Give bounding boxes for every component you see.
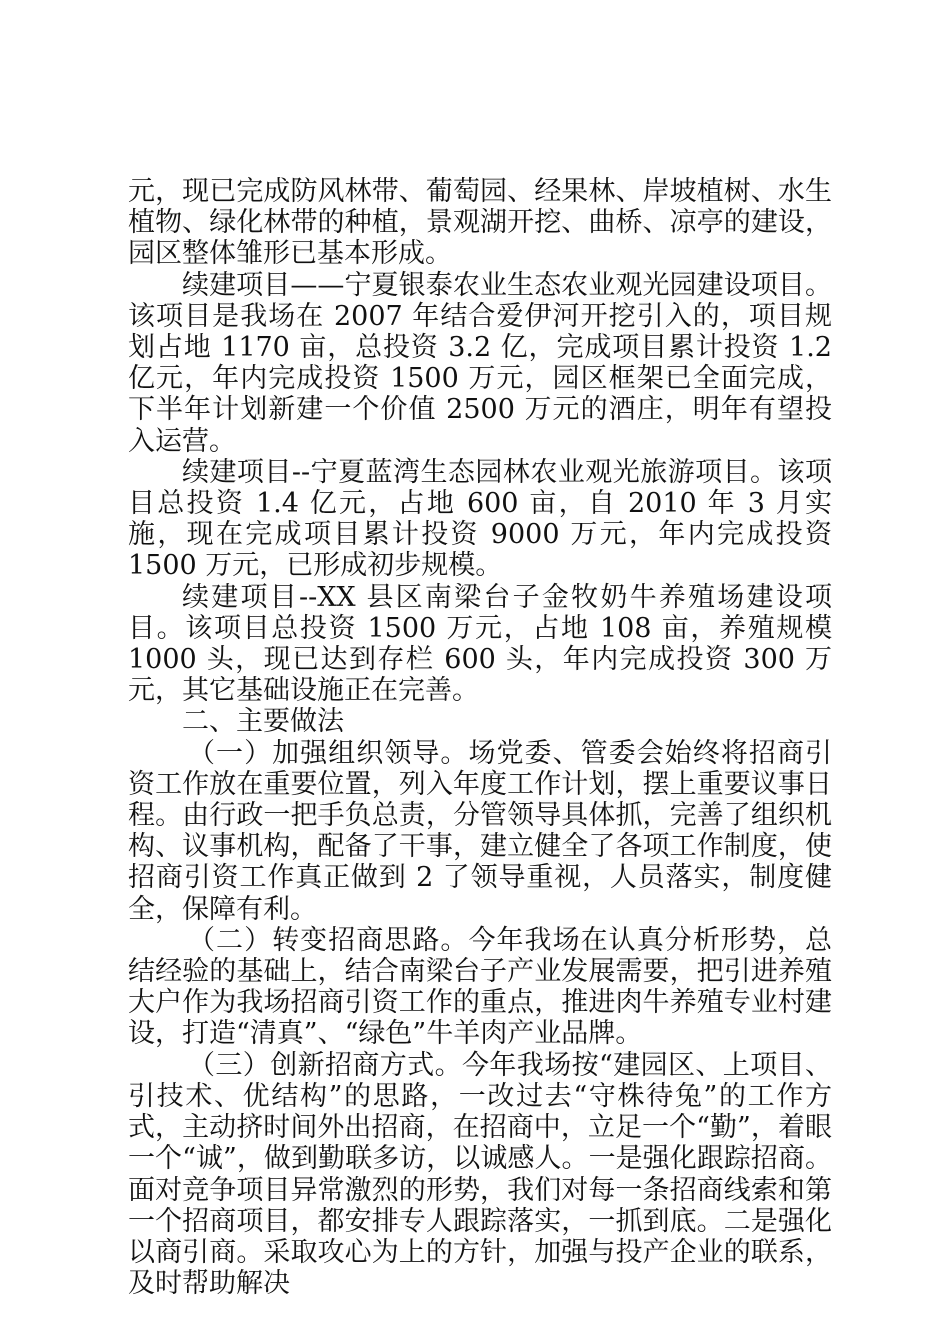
paragraph-practice-3: （三）创新招商方式。今年我场按“建园区、上项目、引技术、优结构”的思路，一改过去“守株待兔”的工作方式，主动挤时间外出招商，在招商中，立足一个“勤”，着眼一个“诚”，做到勤联多访，以诚感人。一是强化跟踪招商。面对竞争项目异常激烈的形势，我们对每一条招商线索和第一个招商项目，都安排专人跟踪落实，一抓到底。二是强化以商引商。采取攻心为上的方针，加强与投产企业的联系，及时帮助解决: [128, 1049, 832, 1300]
section-heading-main-practices: 二、主要做法: [182, 706, 344, 738]
paragraph-practice-1: （一）加强组织领导。场党委、管委会始终将招商引资工作放在重要位置，列入年度工作计划，摆上重要议事日程。由行政一把手负总责，分管领导具体抓，完善了组织机构、议事机构，配备了干事，建立健全了各项工作制度，使招商引资工作真正做到 2 了领导重视，人员落实，制度健全，保障有利。: [128, 737, 832, 925]
document-body: [128, 176, 832, 1299]
paragraph-lanwan-project: 续建项目--宁夏蓝湾生态园林农业观光旅游项目。该项目总投资 1.4 亿元，占地 600 亩，自 2010 年 3 月实施，现在完成项目累计投资 9000 万元，年内完成投资 1500 万元，已形成初步规模。: [128, 456, 832, 582]
paragraph-practice-2: （二）转变招商思路。今年我场在认真分析形势，总结经验的基础上，结合南梁台子产业发展需要，把引进养殖大户作为我场招商引资工作的重点，推进肉牛养殖专业村建设，打造“清真”、“绿色”牛羊肉产业品牌。: [128, 924, 832, 1050]
paragraph-yintai-project: 续建项目——宁夏银泰农业生态农业观光园建设项目。该项目是我场在 2007 年结合爱伊河开挖引入的，项目规划占地 1170 亩，总投资 3.2 亿，完成项目累计投资 1.2 亿元，年内完成投资 1500 万元，园区框架已全面完成，下半年计划新建一个价值 2500 万元的酒庄，明年有望投入运营。: [128, 269, 832, 457]
paragraph-jinmu-project: 续建项目--XX 县区南梁台子金牧奶牛养殖场建设项目。该项目总投资 1500 万元，占地 108 亩，养殖规模 1000 头，现已达到存栏 600 头，年内完成投资 300 万元，其它基础设施正在完善。: [128, 581, 832, 707]
paragraph-continuation: 元，现已完成防风林带、葡萄园、经果林、岸坡植树、水生植物、绿化林带的种植，景观湖开挖、曲桥、凉亭的建设，园区整体雏形已基本形成。: [128, 176, 832, 270]
